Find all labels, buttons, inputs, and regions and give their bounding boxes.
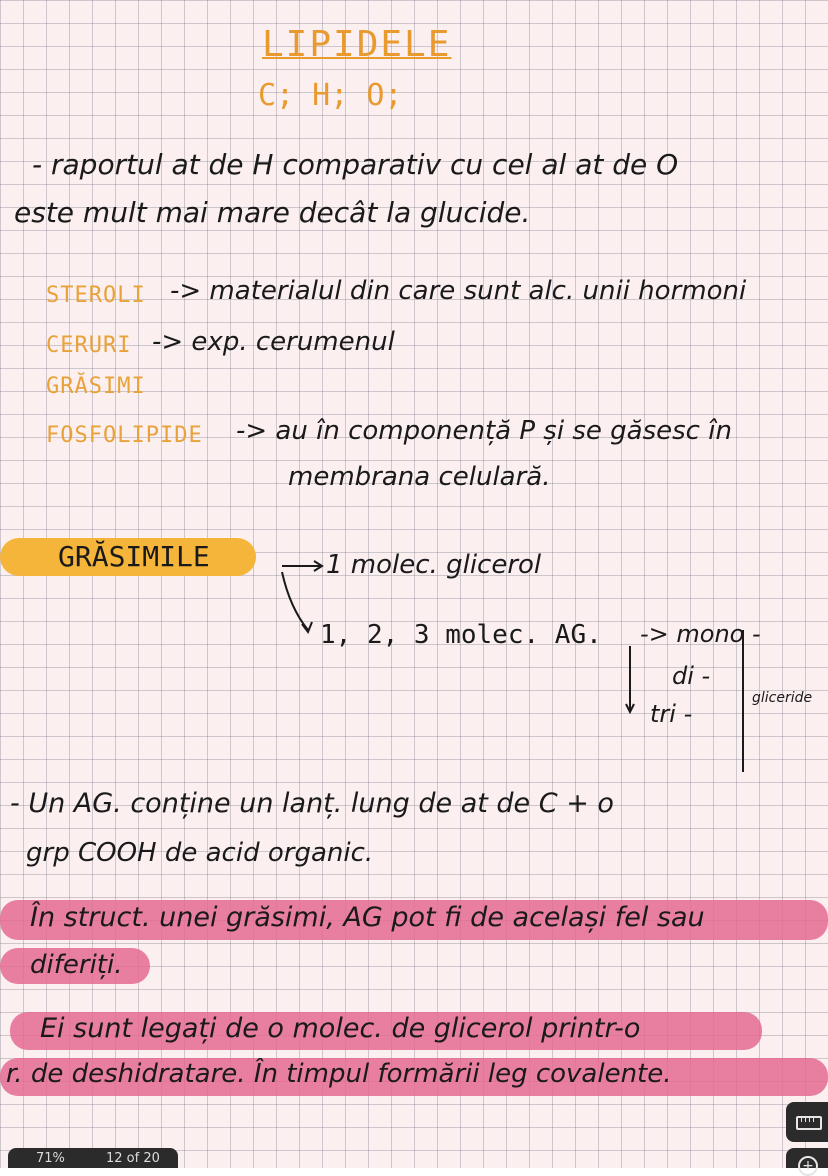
add-button[interactable] <box>786 1148 828 1174</box>
highlight-text-2b: r. de deshidratare. În timpul formării leg covalente. <box>6 1059 672 1089</box>
ag-tri: tri - <box>650 700 693 728</box>
plus-icon: + <box>798 1156 818 1176</box>
type-ceruri-label: CERURI <box>46 333 132 358</box>
type-ceruri-desc: -> exp. cerumenul <box>152 327 395 357</box>
highlight-text-1a: În struct. unei grăsimi, AG pot fi de același fel sau <box>30 902 705 933</box>
fosfolipide-continuation: membrana celulară. <box>288 462 551 492</box>
formula: C; H; O; <box>258 78 403 113</box>
ag-mono: -> mono - <box>640 620 761 648</box>
page-title: LIPIDELE <box>262 24 452 65</box>
ruler-button[interactable] <box>786 1102 828 1142</box>
gliceride-bracket <box>742 630 744 772</box>
type-steroli-desc: -> materialul din care sunt alc. unii hormoni <box>170 276 747 306</box>
branch-glicerol: 1 molec. glicerol <box>326 550 542 580</box>
grasimile-label: GRĂSIMILE <box>58 540 210 573</box>
highlight-text-1b: diferiți. <box>30 950 123 980</box>
type-grasimi-label: GRĂSIMI <box>46 374 146 399</box>
ag-definition-line-1: - Un AG. conține un lanț. lung de at de C + o <box>10 788 614 819</box>
ag-definition-line-2: grp COOH de acid organic. <box>26 838 374 868</box>
viewer-status-bar <box>8 1148 178 1168</box>
branch-acizi-grasi: 1, 2, 3 molec. AG. <box>320 620 602 650</box>
ag-di: di - <box>672 662 711 690</box>
highlight-text-2a: Ei sunt legați de o molec. de glicerol printr-o <box>40 1013 641 1044</box>
page-indicator: 12 of 20 <box>106 1151 160 1166</box>
gliceride-label: gliceride <box>752 690 813 706</box>
zoom-level[interactable]: 71% <box>36 1151 65 1166</box>
type-steroli-label: STEROLI <box>46 283 146 308</box>
sub-arrows <box>616 640 656 730</box>
text-line-1: - raportul at de H comparativ cu cel al at de O <box>32 148 679 181</box>
type-fosfolipide-label: FOSFOLIPIDE <box>46 423 203 448</box>
type-fosfolipide-desc: -> au în componență P și se găsesc în <box>236 416 732 446</box>
ruler-icon <box>796 1116 822 1130</box>
text-line-2: este mult mai mare decât la glucide. <box>14 196 531 229</box>
